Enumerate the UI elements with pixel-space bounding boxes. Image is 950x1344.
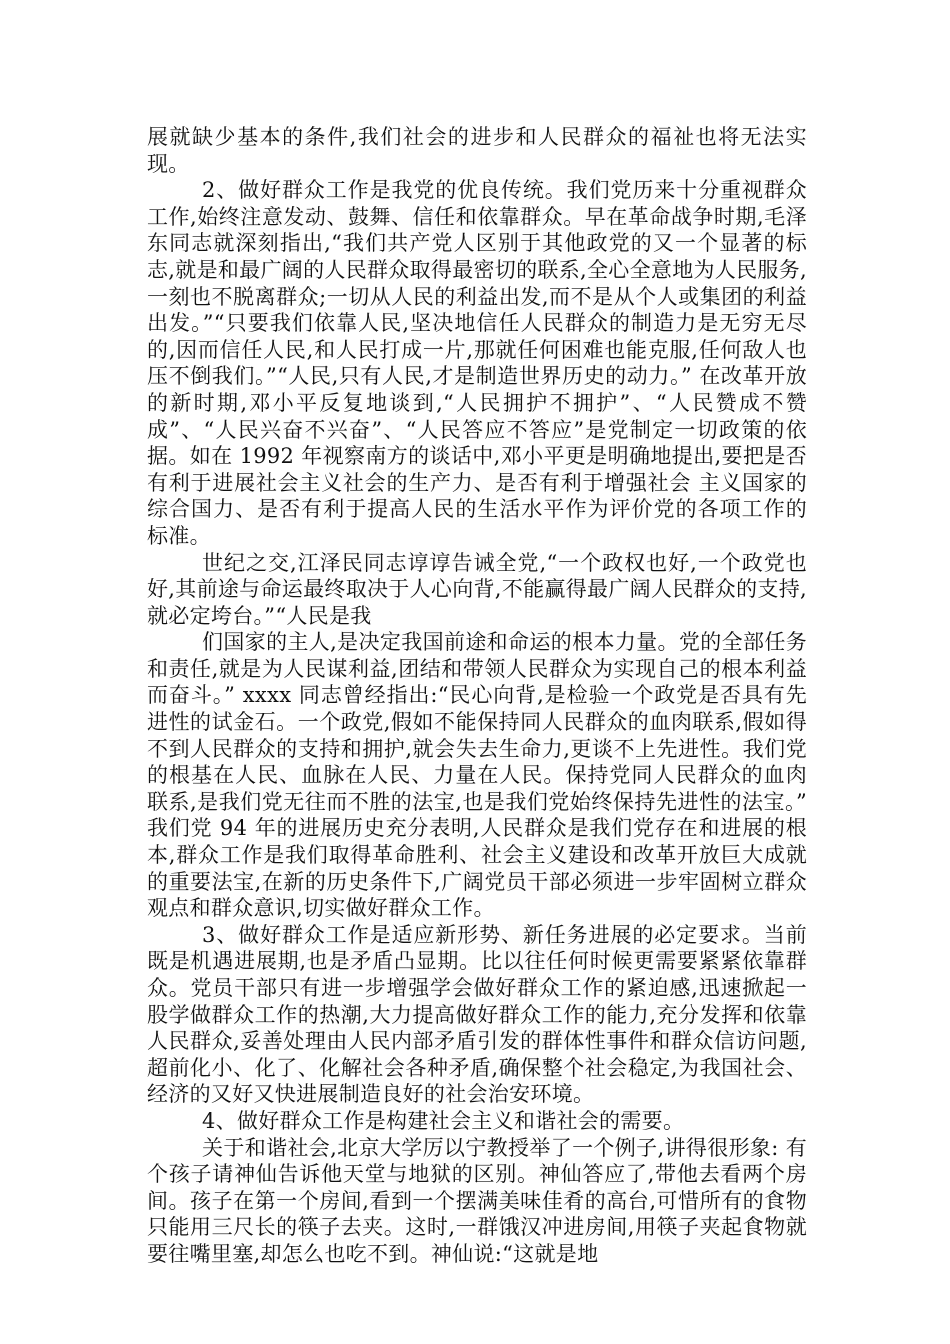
paragraph-point-4-heading: 4、做好群众工作是构建社会主义和谐社会的需要。 [202, 1108, 685, 1133]
document-body [147, 124, 807, 1268]
paragraph-point-2: 2、做好群众工作是我党的优良传统。我们党历来十分重视群众工作,始终注意发动、鼓舞、信任和依靠群众。早在革命战争时期,毛泽东同志就深刻指出,“我们共产党人区别于其他政党的又一个显著的标志,就是和最广阔的人民群众取得最密切的联系,全心全意地为人民服务,一刻也不脱离群众;一切从人民的利益出发,而不是从个人或集团的利益出发。”“只要我们依靠人民,坚决地信任人民群众的制造力是无穷无尽的,因而信任人民,和人民打成一片,那就任何困难也能克服,任何敌人也压不倒我们。”“人民,只有人民,才是制造世界历史的动力。” 在改革开放的新时期,邓小平反复地谈到,“人民拥护不拥护”、“人民赞成不赞成”、“人民兴奋不兴奋”、“人民答应不答应”是党制定一切政策的依据。如在 1992 年视察南方的谈话中,邓小平更是明确地提出,要把是否有利于进展社会主义社会的生产力、是否有利于增强社会 主义国家的综合国力、是否有利于提高人民的生活水平作为评价党的各项工作的标准。 [147, 178, 807, 548]
paragraph-jiang-zemin-quote: 世纪之交,江泽民同志谆谆告诫全党,“一个政权也好,一个政党也好,其前途与命运最终取决于人心向背,不能赢得最广阔人民群众的支持,就必定垮台。”“人民是我 [147, 550, 807, 628]
paragraph-people-masters: 们国家的主人,是决定我国前途和命运的根本力量。党的全部任务和责任,就是为人民谋利益,团结和带领人民群众为实现自己的根本利益而奋斗。” xxxx 同志曾经指出:“民心向背,是检验一个政党是否具有先进性的试金石。一个政党,假如不能保持同人民群众的血肉联系,假如得不到人民群众的支持和拥护,就会失去生命力,更谈不上先进性。我们党的根基在人民、血脉在人民、力量在人民。保持党同人民群众的血肉联系,是我们党无往而不胜的法宝,也是我们党始终保持先进性的法宝。” 我们党 94 年的进展历史充分表明,人民群众是我们党存在和进展的根本,群众工作是我们取得革命胜利、社会主义建设和改革开放巨大成就的重要法宝,在新的历史条件下,广阔党员干部必须进一步牢固树立群众观点和群众意识,切实做好群众工作。 [147, 630, 807, 921]
paragraph-point-3: 3、做好群众工作是适应新形势、新任务进展的必定要求。当前既是机遇进展期,也是矛盾凸显期。比以往任何时候更需要紧紧依靠群众。党员干部只有进一步增强学会做好群众工作的紧迫感,迅速掀起一股学做群众工作的热潮,大力提高做好群众工作的能力,充分发挥和依靠人民群众,妥善处理由人民内部矛盾引发的群体性事件和群众信访问题,超前化小、化了、化解社会各种矛盾,确保整个社会稳定,为我国社会、经济的又好又快进展制造良好的社会治安环境。 [147, 922, 807, 1107]
paragraph-continuation: 展就缺少基本的条件,我们社会的进步和人民群众的福祉也将无法实现。 [147, 125, 807, 176]
paragraph-harmonious-society-example: 关于和谐社会,北京大学厉以宁教授举了一个例子,讲得很形象: 有个孩子请神仙告诉他天堂与地狱的区别。神仙答应了,带他去看两个房间。孩子在第一个房间,看到一个摆满美味佳肴的高台,可惜所有的食物只能用三尺长的筷子去夹。这时,一群饿汉冲进房间,用筷子夹起食物就要往嘴里塞,却怎么也吃不到。神仙说:“这就是地 [147, 1135, 807, 1266]
